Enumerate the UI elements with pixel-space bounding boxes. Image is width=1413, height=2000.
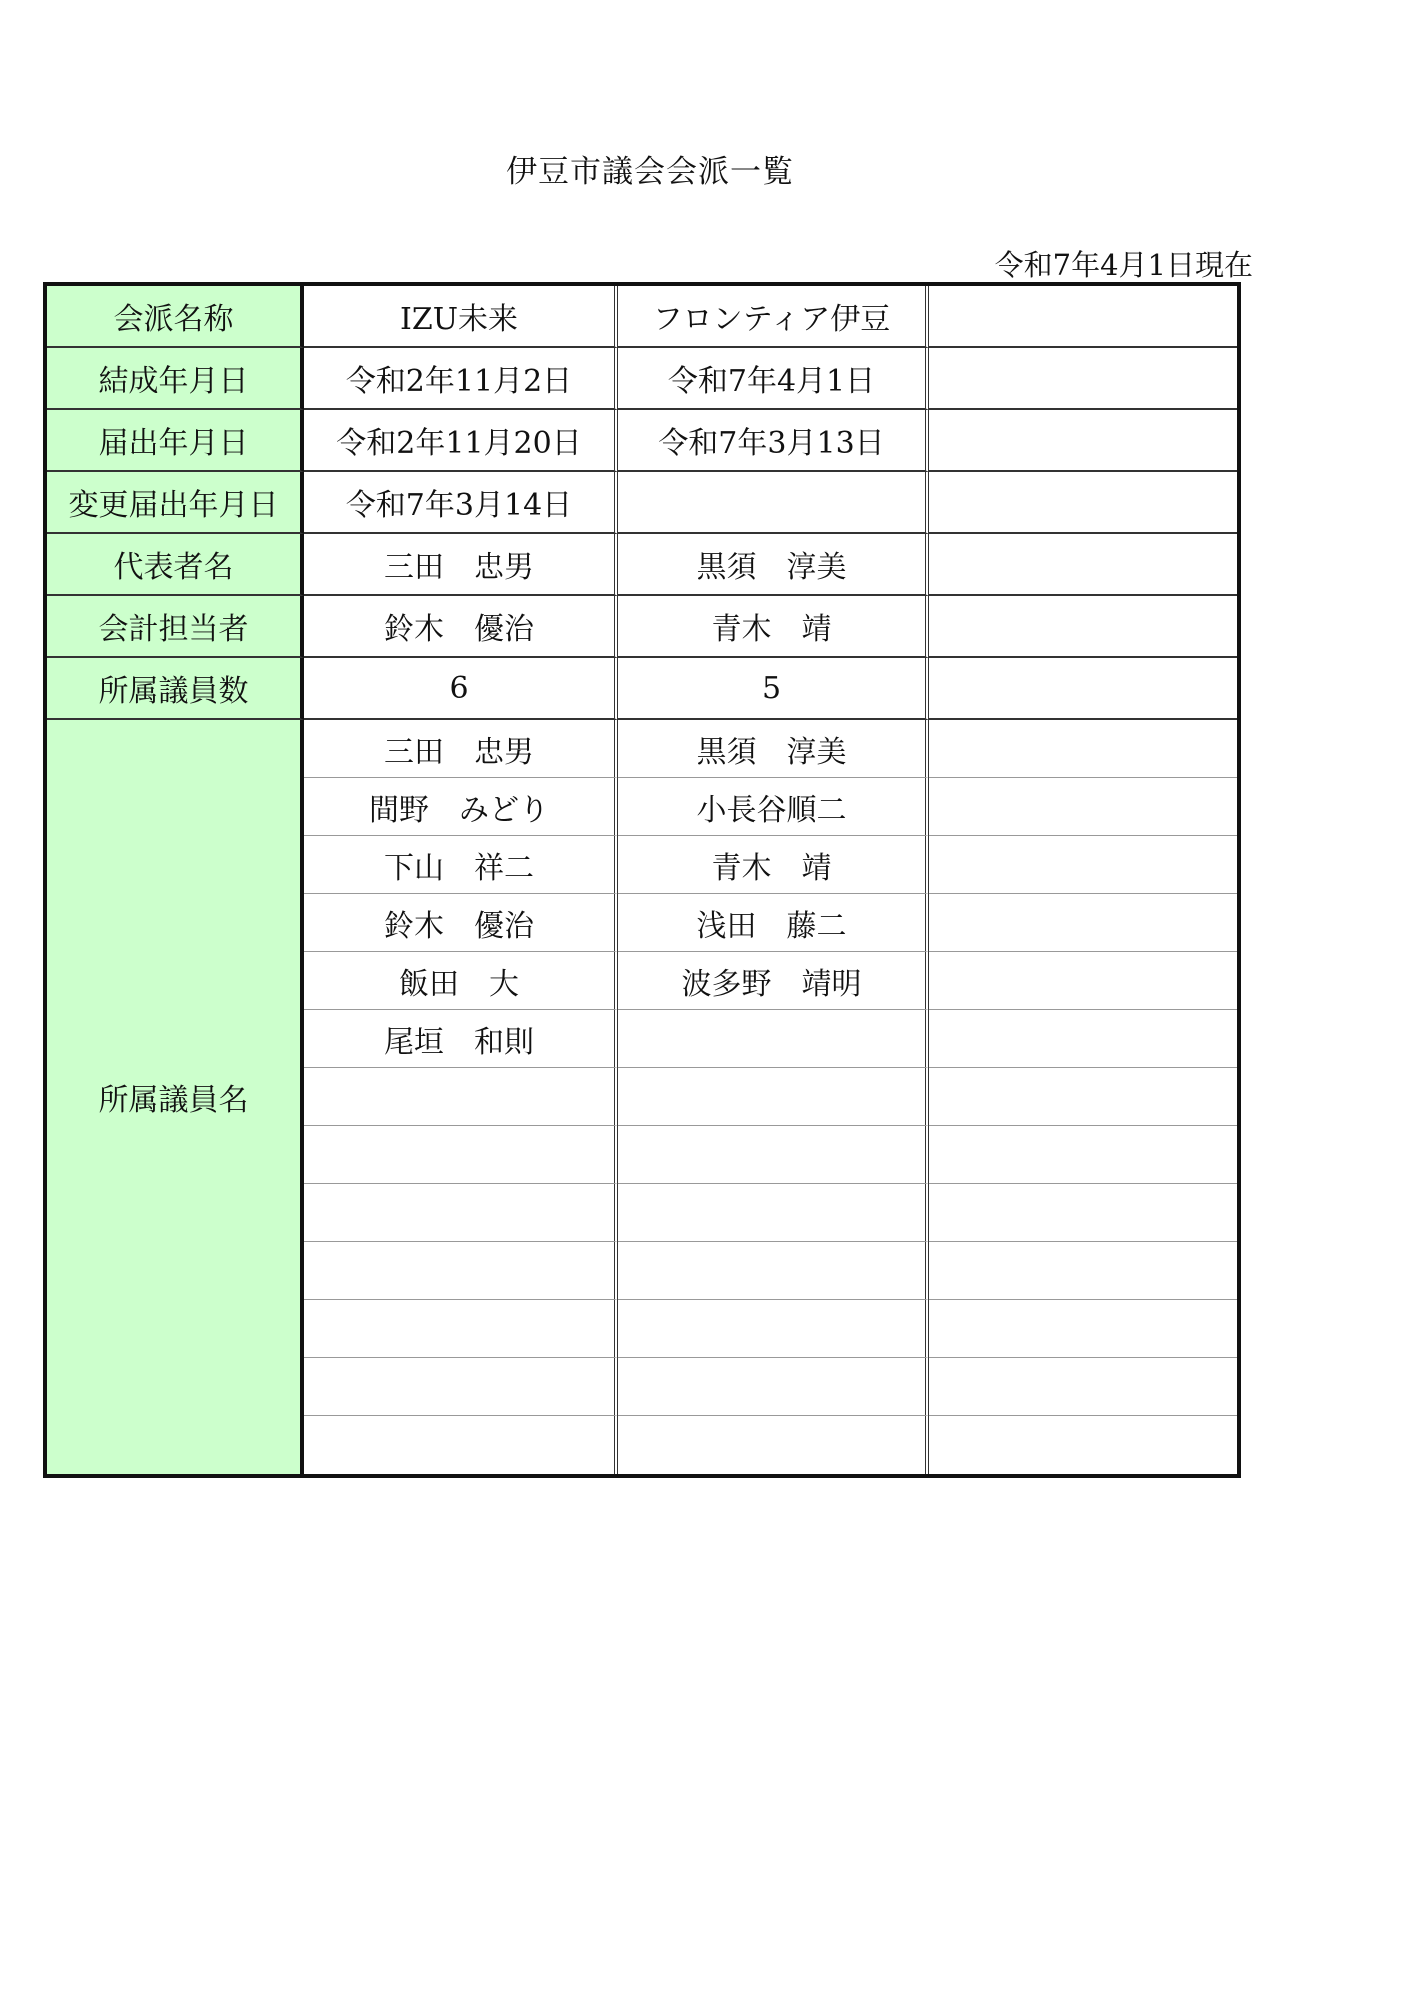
as-of-date: 令和7年4月1日現在 (994, 248, 1253, 282)
faction-3-formed (929, 348, 1237, 410)
faction-1-member (304, 1416, 618, 1474)
faction-2-formed: 令和7年4月1日 (618, 348, 929, 410)
faction-1-member: 鈴木 優治 (304, 894, 618, 952)
label-members: 所属議員名 (47, 720, 304, 1474)
page-title: 伊豆市議会会派一覧 (506, 154, 794, 190)
faction-3-member (929, 778, 1237, 836)
faction-3-member (929, 1184, 1237, 1242)
faction-2-member-count: 5 (618, 658, 929, 720)
faction-2-member: 青木 靖 (618, 836, 929, 894)
faction-2-member: 黒須 淳美 (618, 720, 929, 778)
faction-1-changed: 令和7年3月14日 (304, 472, 618, 534)
faction-3-member (929, 1010, 1237, 1068)
faction-1-member: 尾垣 和則 (304, 1010, 618, 1068)
faction-2-member (618, 1358, 929, 1416)
faction-1-name: IZU未来 (304, 286, 618, 348)
faction-1-formed: 令和2年11月2日 (304, 348, 618, 410)
row-changed (47, 472, 1237, 534)
faction-2-member (618, 1068, 929, 1126)
faction-3-member (929, 1068, 1237, 1126)
faction-1-member: 間野 みどり (304, 778, 618, 836)
faction-2-accountant: 青木 靖 (618, 596, 929, 658)
faction-3-changed (929, 472, 1237, 534)
faction-1-member (304, 1126, 618, 1184)
faction-1-member (304, 1184, 618, 1242)
row-member-count (47, 658, 1237, 720)
label-filed: 届出年月日 (47, 410, 304, 472)
label-representative: 代表者名 (47, 534, 304, 596)
faction-2-member: 波多野 靖明 (618, 952, 929, 1010)
faction-3-member (929, 1126, 1237, 1184)
label-member-count: 所属議員数 (47, 658, 304, 720)
faction-2-member (618, 1184, 929, 1242)
label-name: 会派名称 (47, 286, 304, 348)
faction-1-member: 下山 祥二 (304, 836, 618, 894)
faction-3-member (929, 836, 1237, 894)
faction-1-accountant: 鈴木 優治 (304, 596, 618, 658)
faction-1-representative: 三田 忠男 (304, 534, 618, 596)
faction-2-member: 小長谷順二 (618, 778, 929, 836)
label-accountant: 会計担当者 (47, 596, 304, 658)
faction-2-member (618, 1300, 929, 1358)
member-row (47, 720, 1237, 778)
faction-3-member-count (929, 658, 1237, 720)
faction-2-member: 浅田 藤二 (618, 894, 929, 952)
faction-1-member (304, 1068, 618, 1126)
faction-1-member: 三田 忠男 (304, 720, 618, 778)
faction-table (43, 282, 1241, 1478)
faction-2-member (618, 1416, 929, 1474)
faction-3-accountant (929, 596, 1237, 658)
row-name (47, 286, 1237, 348)
faction-3-member (929, 1300, 1237, 1358)
faction-1-member (304, 1300, 618, 1358)
faction-3-member (929, 1416, 1237, 1474)
label-formed: 結成年月日 (47, 348, 304, 410)
faction-1-member (304, 1358, 618, 1416)
row-formed (47, 348, 1237, 410)
faction-3-member (929, 1242, 1237, 1300)
faction-1-member-count: 6 (304, 658, 618, 720)
faction-3-member (929, 1358, 1237, 1416)
faction-1-member: 飯田 大 (304, 952, 618, 1010)
row-accountant (47, 596, 1237, 658)
faction-3-member (929, 952, 1237, 1010)
faction-2-member (618, 1126, 929, 1184)
faction-2-filed: 令和7年3月13日 (618, 410, 929, 472)
faction-3-member (929, 720, 1237, 778)
faction-1-filed: 令和2年11月20日 (304, 410, 618, 472)
faction-3-member (929, 894, 1237, 952)
faction-3-representative (929, 534, 1237, 596)
faction-3-filed (929, 410, 1237, 472)
faction-2-representative: 黒須 淳美 (618, 534, 929, 596)
label-changed: 変更届出年月日 (47, 472, 304, 534)
faction-2-member (618, 1242, 929, 1300)
faction-1-member (304, 1242, 618, 1300)
faction-2-member (618, 1010, 929, 1068)
faction-2-changed (618, 472, 929, 534)
faction-2-name: フロンティア伊豆 (618, 286, 929, 348)
faction-3-name (929, 286, 1237, 348)
row-representative (47, 534, 1237, 596)
row-filed (47, 410, 1237, 472)
